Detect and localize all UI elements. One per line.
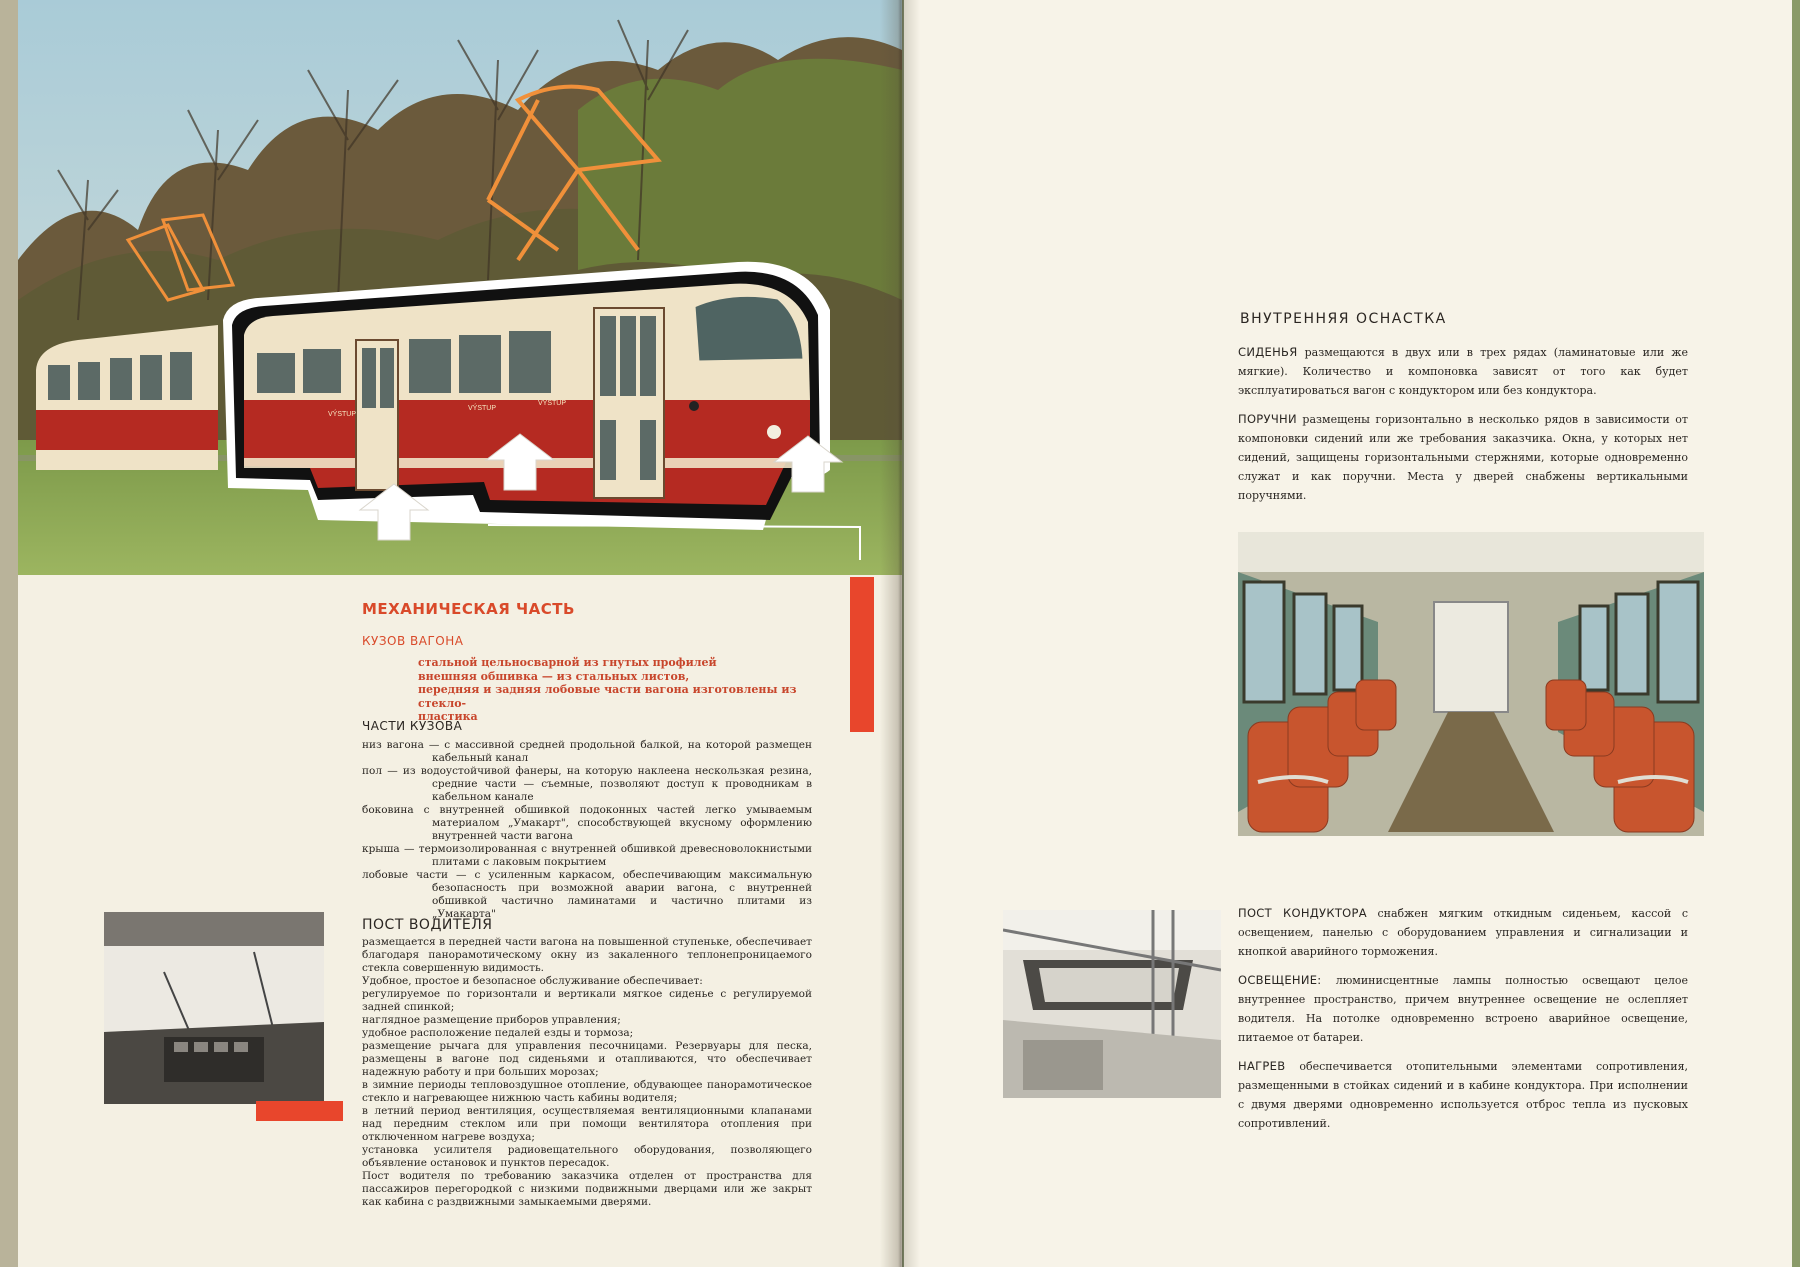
parts-item: крыша — термоизолированная с внутренней обшивкой древесноволокнистыми плитами с лаковым покрытием (362, 843, 812, 868)
side-sign-3: VÝSTUP (538, 400, 567, 407)
driver-line: удобное расположение педалей езды и тормоза; (362, 1027, 634, 1039)
conductor-post-photo (1003, 910, 1221, 1098)
handrails-paragraph (1238, 410, 1688, 505)
body-line: пластика (418, 710, 478, 723)
driver-line: в летний период вентиляция, осуществляемая вентиляционными клапанами над передним стеклом или при помощи вентилятора отопления при отключенном нагреве воздуха; (362, 1105, 812, 1143)
driver-line: регулируемое по горизонтали и вертикали мягкое сиденье с регулируемой задней спинкой; (362, 988, 812, 1013)
body-line: передняя и задняя лобовые части вагона изготовлены из стекло- (418, 683, 797, 710)
tram-photo (18, 0, 902, 575)
driver-cab-photo (104, 912, 324, 1104)
heating-label: НАГРЕВ (1238, 1059, 1286, 1073)
side-sign-1: VÝSTUP (328, 411, 357, 418)
accent-bar-vertical (850, 577, 874, 732)
section-title-interior: ВНУТРЕННЯЯ ОСНАСТКА (1240, 311, 1447, 327)
side-sign-2: VÝSTUP (468, 405, 497, 412)
seats-paragraph (1238, 343, 1688, 400)
parts-title: ЧАСТИ КУЗОВА (362, 719, 463, 733)
page-edge-left (0, 0, 18, 1267)
parts-list (362, 739, 812, 921)
interior-text-bottom (1238, 904, 1688, 1143)
parts-item: низ вагона — с массивной средней продольной балкой, на которой размещен кабельный канал (362, 739, 812, 764)
conductor-text: снабжен мягким откидным сиденьем, кассой с освещением, панелью с оборудованием управления и сигнализации и кнопкой аварийного торможения. (1238, 907, 1688, 958)
conductor-paragraph (1238, 904, 1688, 961)
driver-line: Пост водителя по требованию заказчика отделен от пространства для пассажиров перегородкой с низкими подвижными дверцами или же закрыт как кабина с раздвижными замыкаемыми дверями. (362, 1170, 812, 1208)
parts-item: боковина с внутренней обшивкой подоконных частей легко умываемым материалом „Умакарт", способствующей вкусному оформлению внутренней части вагона (362, 804, 812, 842)
driver-post-text (362, 936, 812, 1209)
book-gutter (880, 0, 920, 1267)
handrails-text: размещены горизонтально в несколько рядов в зависимости от компоновки сидений или же требования заказчика. Окна, у которых нет сидений, защищены горизонтальными стержнями, которые одновременно служат и как поручни. Места у дверей снабжены вертикальными поручнями. (1238, 413, 1688, 502)
heating-paragraph (1238, 1057, 1688, 1133)
body-description (418, 656, 818, 724)
interior-photo (1238, 532, 1704, 836)
parts-item: пол — из водоустойчивой фанеры, на которую наклеена нескользкая резина, средние части — съемные, позволяют доступ к проводникам в кабельном канале (362, 765, 812, 803)
seats-label: СИДЕНЬЯ (1238, 345, 1298, 359)
parts-item: лобовые части — с усиленным каркасом, обеспечивающим максимальную безопасность при возможной аварии вагона, с внутренней обшивкой частично ламинатами и частично плитами из „Умакарта" (362, 869, 812, 920)
heating-text: обеспечивается отопительными элементами сопротивления, размещенными в стойках сидений и в кабине кондуктора. При исполнении с двумя дверями одновременно используется отброс тепла из пусковых сопротивлений. (1238, 1060, 1688, 1130)
driver-line: размещается в передней части вагона на повышенной ступеньке, обеспечивает благодаря панорамотическому окну из закаленного теплонепроницаемого стекла совершенную видимость. (362, 936, 812, 974)
conductor-label: ПОСТ КОНДУКТОРА (1238, 906, 1367, 920)
lighting-label: ОСВЕЩЕНИЕ: (1238, 973, 1322, 987)
driver-post-title: ПОСТ ВОДИТЕЛЯ (362, 917, 493, 933)
accent-bar-horizontal (256, 1101, 343, 1121)
handrails-label: ПОРУЧНИ (1238, 412, 1297, 426)
driver-line: Удобное, простое и безопасное обслуживание обеспечивает: (362, 975, 703, 987)
body-line: стальной цельносварной из гнутых профилей (418, 656, 717, 669)
driver-line: наглядное размещение приборов управления; (362, 1014, 621, 1026)
body-line: внешняя обшивка — из стальных листов, (418, 669, 690, 683)
section-title-mechanical: МЕХАНИЧЕСКАЯ ЧАСТЬ (362, 600, 575, 618)
driver-line: в зимние периоды тепловоздушное отопление, обдувающее панорамотическое стекло и нагревающее нижнюю часть кабины водителя; (362, 1079, 812, 1104)
driver-line: установка усилителя радиовещательного оборудования, позволяющего объявление остановок и пунктов пересадок. (362, 1144, 812, 1169)
lighting-text: люминисцентные лампы полностью освещают целое внутреннее пространство, причем внутреннее освещение не ослепляет водителя. На потолке одновременно встроено аварийное освещение, питаемое от батареи. (1238, 974, 1688, 1044)
interior-text-top (1238, 343, 1688, 515)
lighting-paragraph (1238, 971, 1688, 1047)
page-edge-right (1792, 0, 1800, 1267)
seats-text: размещаются в двух или в трех рядах (ламинатовые или же мягкие). Количество и компоновка зависят от того как будет эксплуатироваться вагон с кондуктором или без кондуктора. (1238, 346, 1688, 397)
subtitle-body: КУЗОВ ВАГОНА (362, 634, 464, 648)
driver-line: размещение рычага для управления песочницами. Резервуары для песка, размещены в вагоне под сиденьями и отапливаются, что обеспечивает надежную работу и при больших морозах; (362, 1040, 812, 1078)
